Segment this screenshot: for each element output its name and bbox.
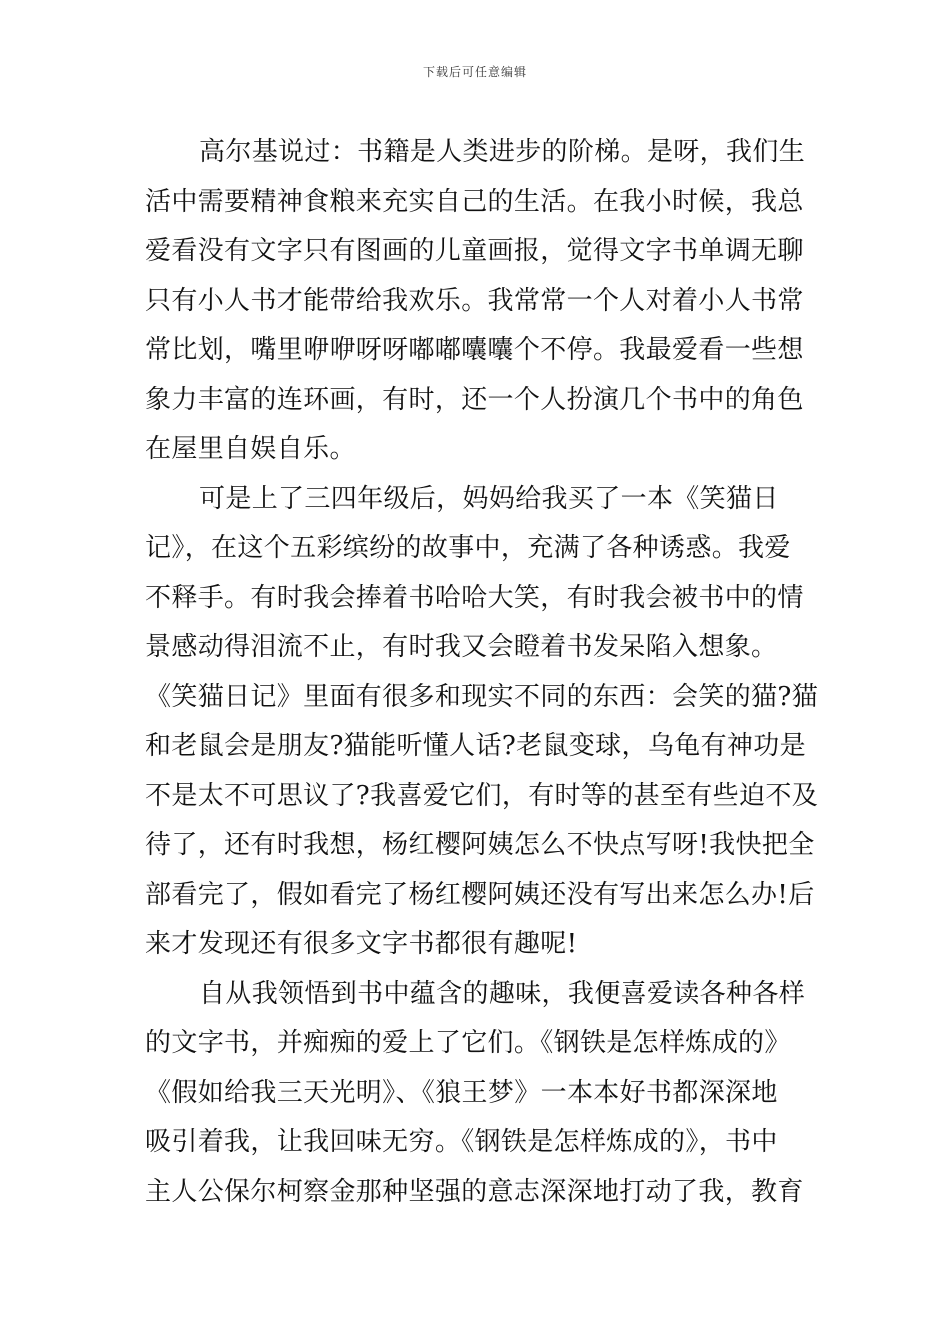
- text-line: 高尔基说过：书籍是人类进步的阶梯。是呀，我们生: [199, 137, 806, 167]
- text-line: 《笑猫日记》里面有很多和现实不同的东西：会笑的猫?猫: [145, 681, 819, 712]
- paragraph: [145, 128, 805, 475]
- text-line: 和老鼠会是朋友?猫能听懂人话?老鼠变球，乌龟有神功是: [145, 731, 806, 761]
- page-header: 下载后可任意编辑: [422, 65, 527, 79]
- text-line: 主人公保尔柯察金那种坚强的意志深深地打动了我，教育: [145, 1176, 804, 1207]
- text-line: 不释手。有时我会捧着书哈哈大笑，有时我会被书中的情: [145, 582, 804, 613]
- text-line: 的文字书，并痴痴的爱上了它们。《钢铁是怎样炼成的》: [145, 1028, 791, 1058]
- text-line: 可是上了三四年级后，妈妈给我买了一本《笑猫日: [199, 483, 779, 514]
- text-line: 常比划，嘴里咿咿呀呀嘟嘟囔囔个不停。我最爱看一些想: [145, 335, 804, 365]
- text-line: 活中需要精神食粮来充实自己的生活。在我小时候，我总: [145, 186, 804, 217]
- text-line: 爱看没有文字只有图画的儿童画报，觉得文字书单调无聊: [145, 236, 804, 266]
- document-body: [145, 128, 819, 1217]
- text-line: 景感动得泪流不止，有时我又会瞪着书发呆陷入想象。: [145, 632, 778, 662]
- text-line: 《假如给我三天光明》、《狼王梦》一本本好书都深深地: [145, 1077, 778, 1108]
- text-line: 吸引着我，让我回味无穷。《钢铁是怎样炼成的》，书中: [145, 1127, 778, 1157]
- text-line: 待了，还有时我想，杨红樱阿姨怎么不快点写呀!我快把全: [145, 830, 815, 860]
- text-line: 不是太不可思议了?我喜爱它们，有时等的甚至有些迫不及: [145, 780, 819, 811]
- paragraph: [145, 970, 805, 1218]
- text-line: 部看完了，假如看完了杨红樱阿姨还没有写出来怎么办!后: [145, 879, 815, 910]
- text-line: 在屋里自娱自乐。: [145, 434, 356, 464]
- text-line: 来才发现还有很多文字书都很有趣呢!: [145, 929, 578, 959]
- paragraph: [145, 475, 819, 970]
- text-line: 只有小人书才能带给我欢乐。我常常一个人对着小人书常: [145, 285, 804, 316]
- text-line: 象力丰富的连环画，有时，还一个人扮演几个书中的角色: [145, 384, 804, 415]
- text-line: 记》，在这个五彩缤纷的故事中，充满了各种诱惑。我爱: [145, 533, 791, 563]
- text-line: 自从我领悟到书中蕴含的趣味，我便喜爱读各种各样: [199, 978, 806, 1009]
